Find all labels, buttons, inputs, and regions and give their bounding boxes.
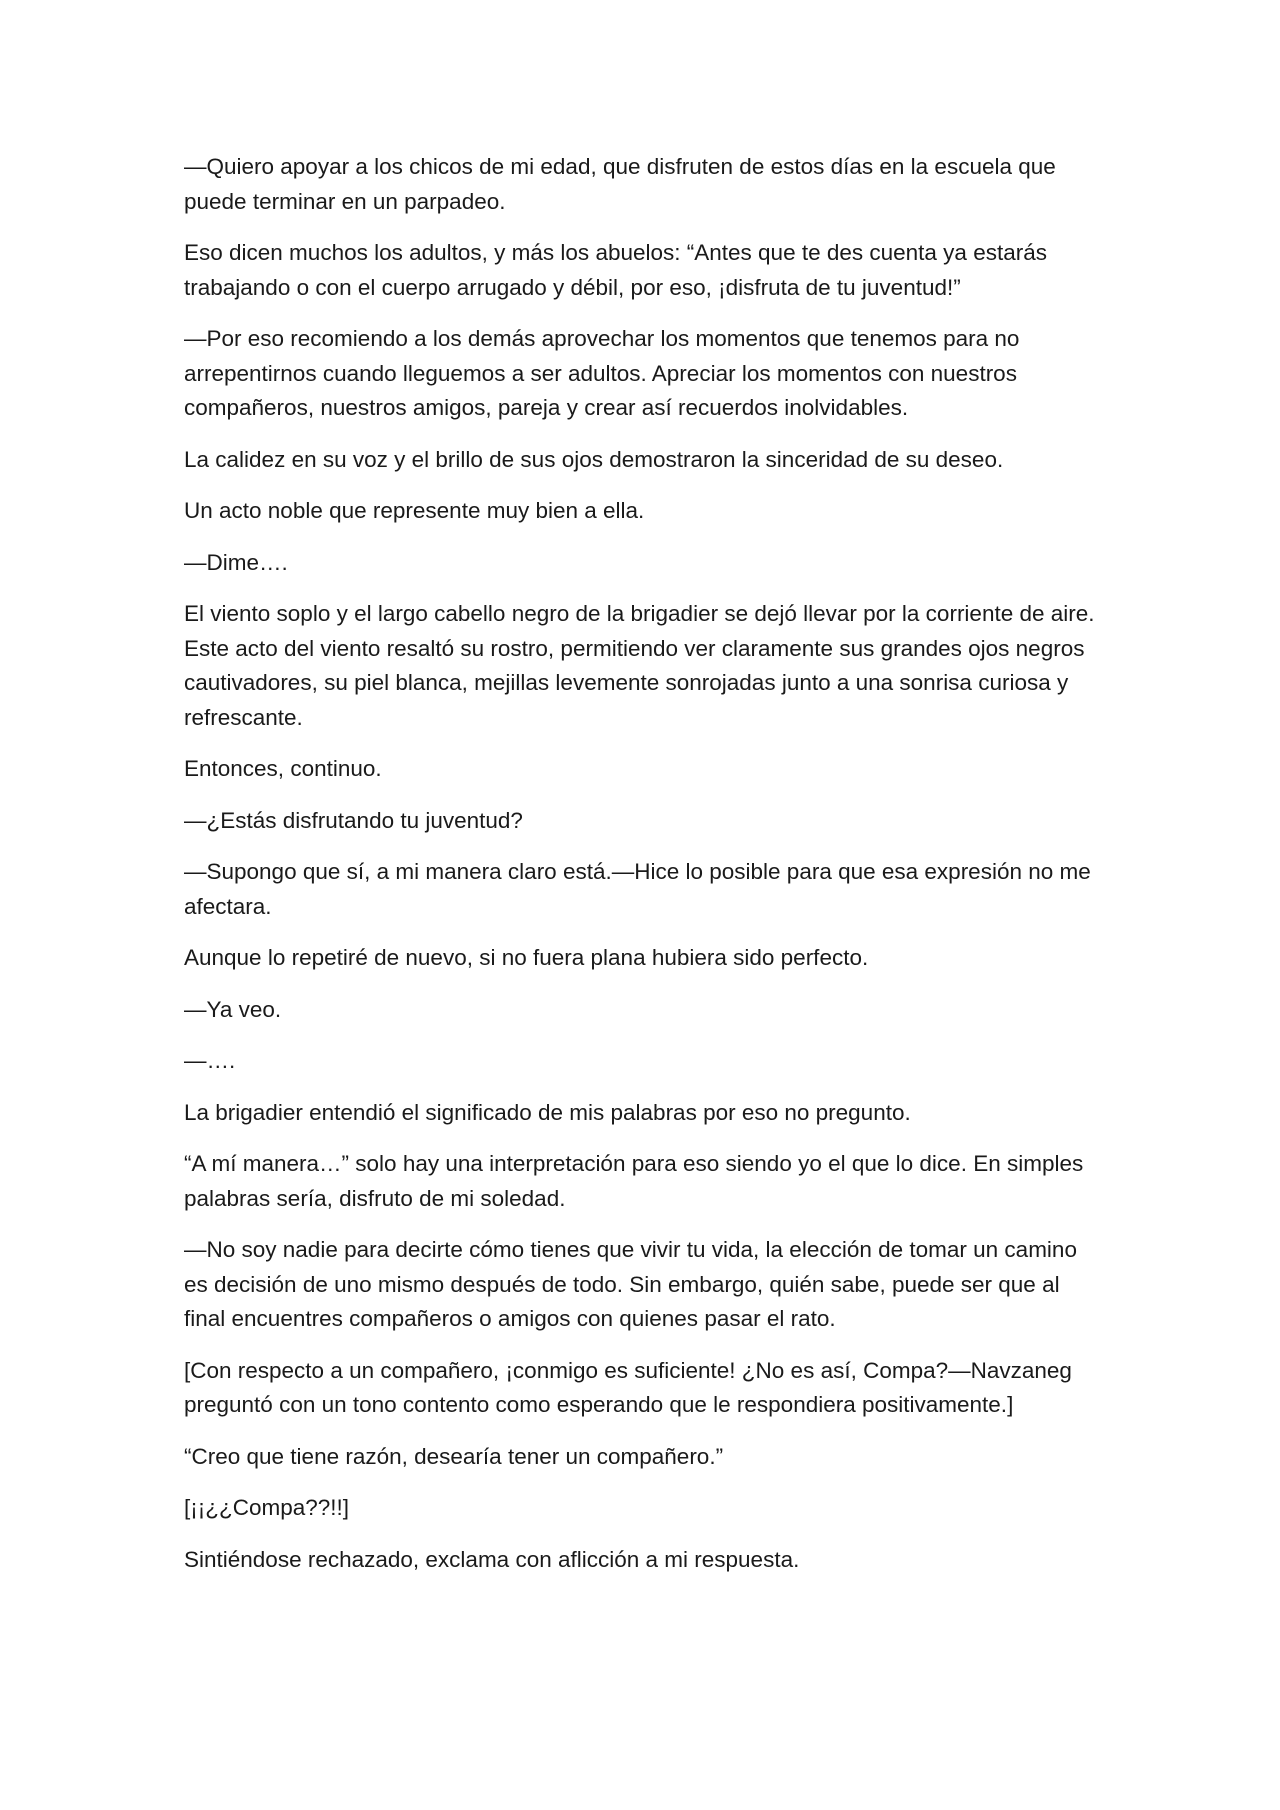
paragraph: Entonces, continuo. [184,756,382,781]
paragraph: El viento soplo y el largo cabello negro de la brigadier se dejó llevar por la corriente de aire. Este acto del viento resaltó su rostro, permitiendo ver claramente sus grandes ojos negros cautivadores, su piel blanca, mejillas levemente sonrojadas junto a una sonrisa curiosa y refrescante. [184,601,1095,730]
paragraph: —¿Estás disfrutando tu juventud? [184,807,523,833]
paragraph: “A mí manera…” solo hay una interpretación para eso siendo yo el que lo dice. En simples palabras sería, disfruto de mi soledad. [184,1151,1084,1211]
paragraph: —Supongo que sí, a mi manera claro está.—Hice lo posible para que esa expresión no me afectara. [184,859,1091,919]
paragraph: Un acto noble que represente muy bien a ella. [184,498,645,523]
paragraph: Aunque lo repetiré de nuevo, si no fuera plana hubiera sido perfecto. [184,945,869,970]
paragraph: —Por eso recomiendo a los demás aprovechar los momentos que tenemos para no arrepentirnos cuando lleguemos a ser adultos. Apreciar los momentos con nuestros compañeros, nuestros amigos, pareja y crear así recuerdos inolvidables. [184,326,1020,420]
paragraph: —No soy nadie para decirte cómo tienes que vivir tu vida, la elección de tomar un camino es decisión de uno mismo después de todo. Sin embargo, quién sabe, puede ser que al final encuentres compañeros o amigos con quienes pasar el rato. [184,1237,1077,1331]
document-body [184,150,1104,1594]
paragraph: Sintiéndose rechazado, exclama con aflicción a mi respuesta. [184,1546,800,1572]
paragraph: La calidez en su voz y el brillo de sus ojos demostraron la sinceridad de su deseo. [184,446,1004,472]
paragraph: “Creo que tiene razón, desearía tener un compañero.” [184,1443,724,1469]
paragraph: —Ya veo. [184,996,282,1022]
paragraph: —Dime…. [184,549,288,575]
paragraph: Eso dicen muchos los adultos, y más los abuelos: “Antes que te des cuenta ya estarás trabajando o con el cuerpo arrugado y débil, por eso, ¡disfruta de tu juventud!” [184,240,1047,300]
paragraph: —…. [184,1048,236,1073]
paragraph: —Quiero apoyar a los chicos de mi edad, que disfruten de estos días en la escuela que puede terminar en un parpadeo. [184,154,1056,214]
paragraph: [Con respecto a un compañero, ¡conmigo es suficiente! ¿No es así, Compa?—Navzaneg preguntó con un tono contento como esperando que le respondiera positivamente.] [184,1357,1072,1417]
paragraph: [¡¡¿¿Compa??!!] [184,1495,350,1520]
paragraph: La brigadier entendió el significado de mis palabras por eso no pregunto. [184,1099,911,1125]
